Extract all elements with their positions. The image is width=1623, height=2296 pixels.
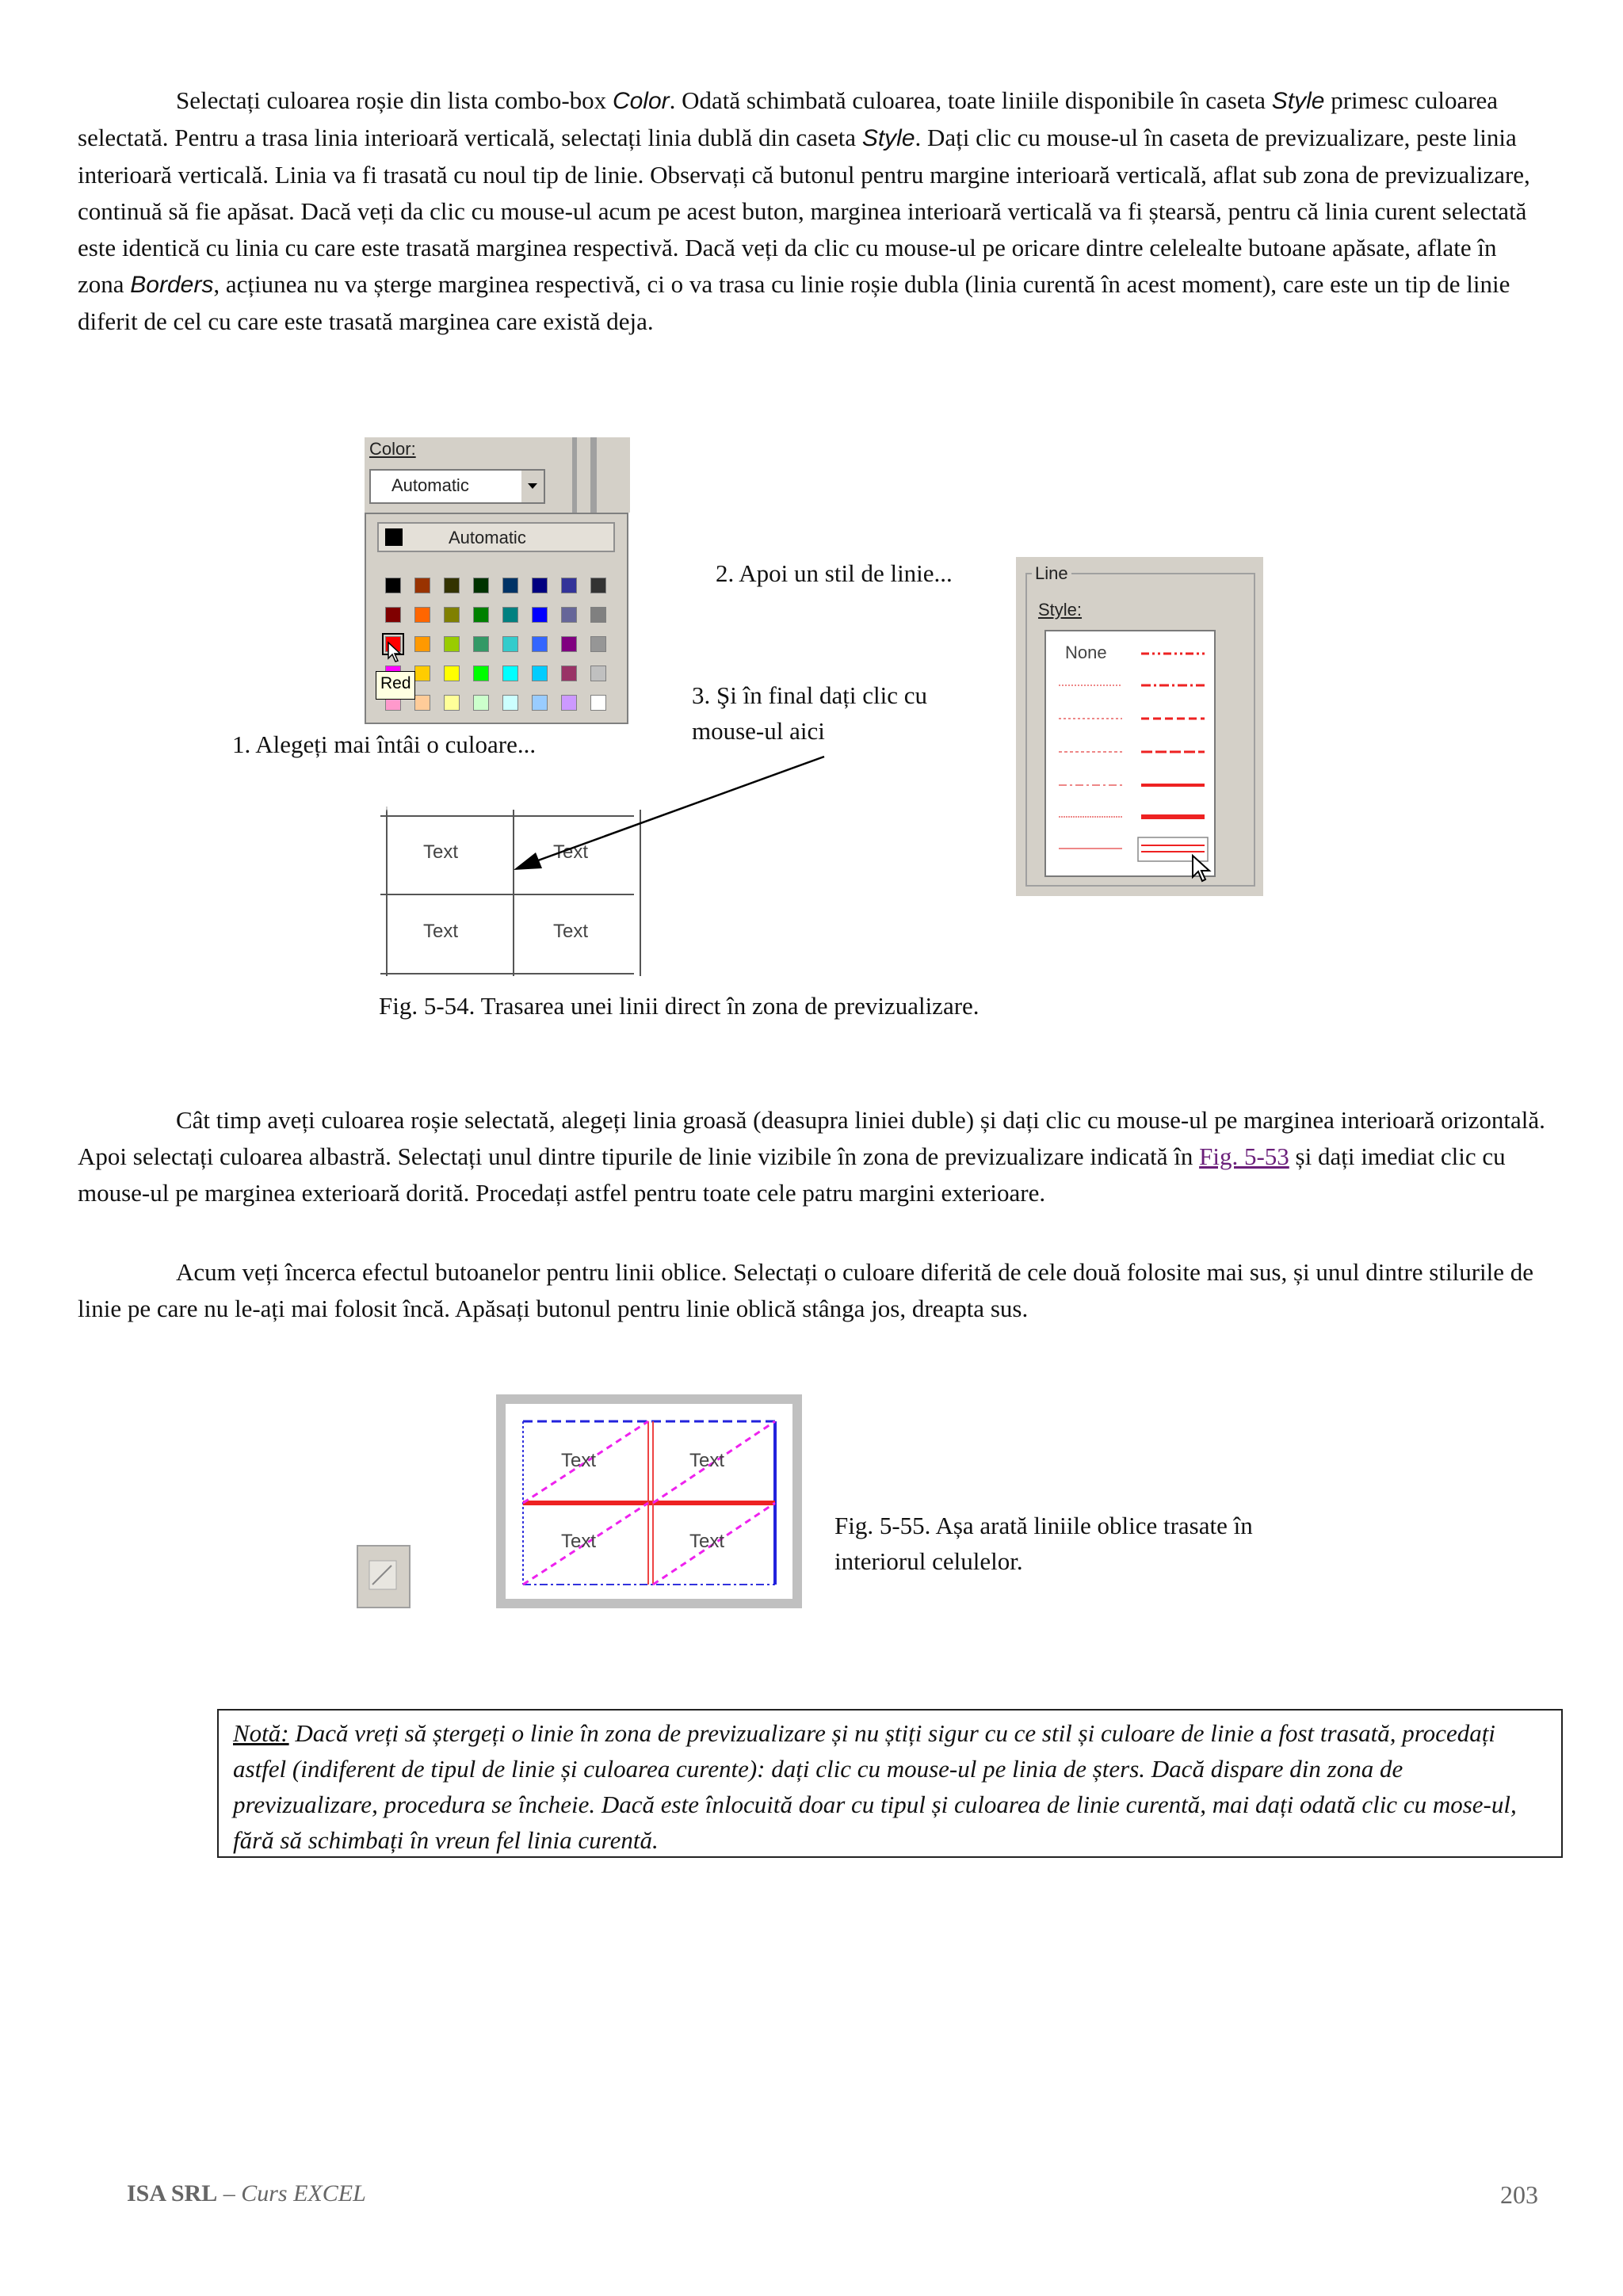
footer-course-name: Curs EXCEL [241, 2180, 366, 2206]
combo-value: Automatic [391, 475, 469, 495]
preview-55-lines [496, 1394, 802, 1608]
text: . Dați clic cu mouse-ul în caseta de previzualizare, peste linia interioară verticală. Linia va fi trasată cu noul tip de linie. Observați că butonul pentru margine interioară verticală, aflat sub zona de previzualizare, continuă să fie apăsat. Dacă veți da clic cu mouse-ul acum pe acest buton, marginea interioară verticală va fi ștearsă, pentru că linia curent selectată este identică cu linia cu care este trasată marginea respectivă. Dacă veți da clic cu mouse-ul pe oricare dintre celelealte butoane apăsate, aflate în zona [78, 124, 1530, 298]
preview-cell-text: Text [689, 1450, 725, 1471]
figure-54-caption: Fig. 5-54. Trasarea unei linii direct în zona de previzualizare. [379, 992, 980, 1020]
step3-label-line1: 3. Şi în final dați clic cu [692, 681, 928, 709]
note-box [217, 1709, 1563, 1858]
color-label: Color: [369, 439, 416, 459]
border-preview-55[interactable] [496, 1394, 802, 1608]
step1-label: 1. Alegeți mai întâi o culoare... [232, 730, 537, 758]
emphasis-color: Color [612, 88, 670, 114]
note-label: Notă: [233, 1719, 289, 1747]
paragraph-2 [78, 1102, 1545, 1211]
text: Selectați culoarea roșie din lista combo-box [176, 86, 613, 114]
note-text: Dacă vreți să ștergeți o linie în zona de previzualizare și nu știți sigur cu ce stil și culoare de linie a fost trasată, procedați astfel (indiferent de tipul de linie și culoarea curente): dați clic cu mouse-ul pe linia de șters. Dacă dispare din zona de previzualizare, procedura se încheie. Dacă este înlocuită doar cu tipul și culoarea de linie curentă, mai dați odată clic cu mose-ul, fără să schimbați în vreun fel linia curentă. [233, 1719, 1517, 1854]
text: primesc culoarea selectată. Pentru a trasa linia interioară verticală, selectați linia dublă din caseta [78, 86, 1499, 151]
automatic-label: Automatic [449, 528, 526, 547]
line-style-none[interactable]: None [1065, 643, 1107, 662]
text: Acum veți încerca efectul butoanelor pentru linii oblice. Selectați o culoare diferită de cele două folosite mai sus, și unul dintre stilurile de linie pe care nu le-ați mai folosit încă. Apăsați butonul pentru linie oblică stânga jos, dreapta sus. [78, 1258, 1534, 1322]
diagonal-border-button[interactable] [357, 1545, 411, 1608]
preview-cell-text: Text [423, 921, 459, 942]
footer-course [127, 2180, 366, 2207]
pointer-arrow [0, 0, 1623, 1030]
emphasis-style: Style [1271, 88, 1325, 114]
emphasis-style: Style [861, 125, 915, 151]
text: și dați imediat clic cu mouse-ul pe marginea exterioară dorită. Procedați astfel pentru toate cele patru margini exterioare. [78, 1142, 1506, 1207]
text: . Odată schimbată culoarea, toate liniile disponibile în caseta [669, 86, 1272, 114]
footer-company: ISA SRL [127, 2180, 218, 2206]
text: , acțiunea nu va șterge marginea respectivă, ci o va trasa cu linie roșie dubla (linia curentă în acest moment), care este un tip de linie diferit de cel cu care este trasată marginea care există deja. [78, 270, 1510, 335]
preview-cell-text: Text [553, 841, 589, 863]
tooltip-text: Red [380, 674, 411, 692]
diagonal-up-icon [358, 1547, 409, 1607]
page-number: 203 [1500, 2180, 1538, 2209]
line-group-label: Line [1032, 563, 1071, 584]
footer-separator: – [217, 2180, 242, 2206]
text: Cât timp aveți culoarea roșie selectată, alegeți linia groasă (deasupra liniei duble) și dați clic cu mouse-ul pe marginea interioară orizontală. Apoi selectați culoarea albastră. Selectați unul dintre tipurile de linie vizibile în zona de previzualizare indicată în [78, 1106, 1545, 1170]
fig-5-53-link[interactable]: Fig. 5-53 [1199, 1142, 1289, 1170]
emphasis-borders: Borders [130, 272, 214, 298]
step2-label: 2. Apoi un stil de linie... [716, 559, 953, 587]
paragraph-3 [78, 1254, 1545, 1327]
step3-label-line2: mouse-ul aici [692, 717, 825, 745]
preview-cell-text: Text [423, 841, 459, 863]
figure-55-caption-line2: interiorul celulelor. [834, 1547, 1023, 1575]
preview-cell-text: Text [689, 1531, 725, 1552]
preview-cell-text: Text [561, 1450, 597, 1471]
style-label: Style: [1038, 600, 1083, 620]
figure-55-caption-line1: Fig. 5-55. Așa arată liniile oblice trasate în [834, 1512, 1253, 1539]
preview-cell-text: Text [553, 921, 589, 942]
preview-cell-text: Text [561, 1531, 597, 1552]
